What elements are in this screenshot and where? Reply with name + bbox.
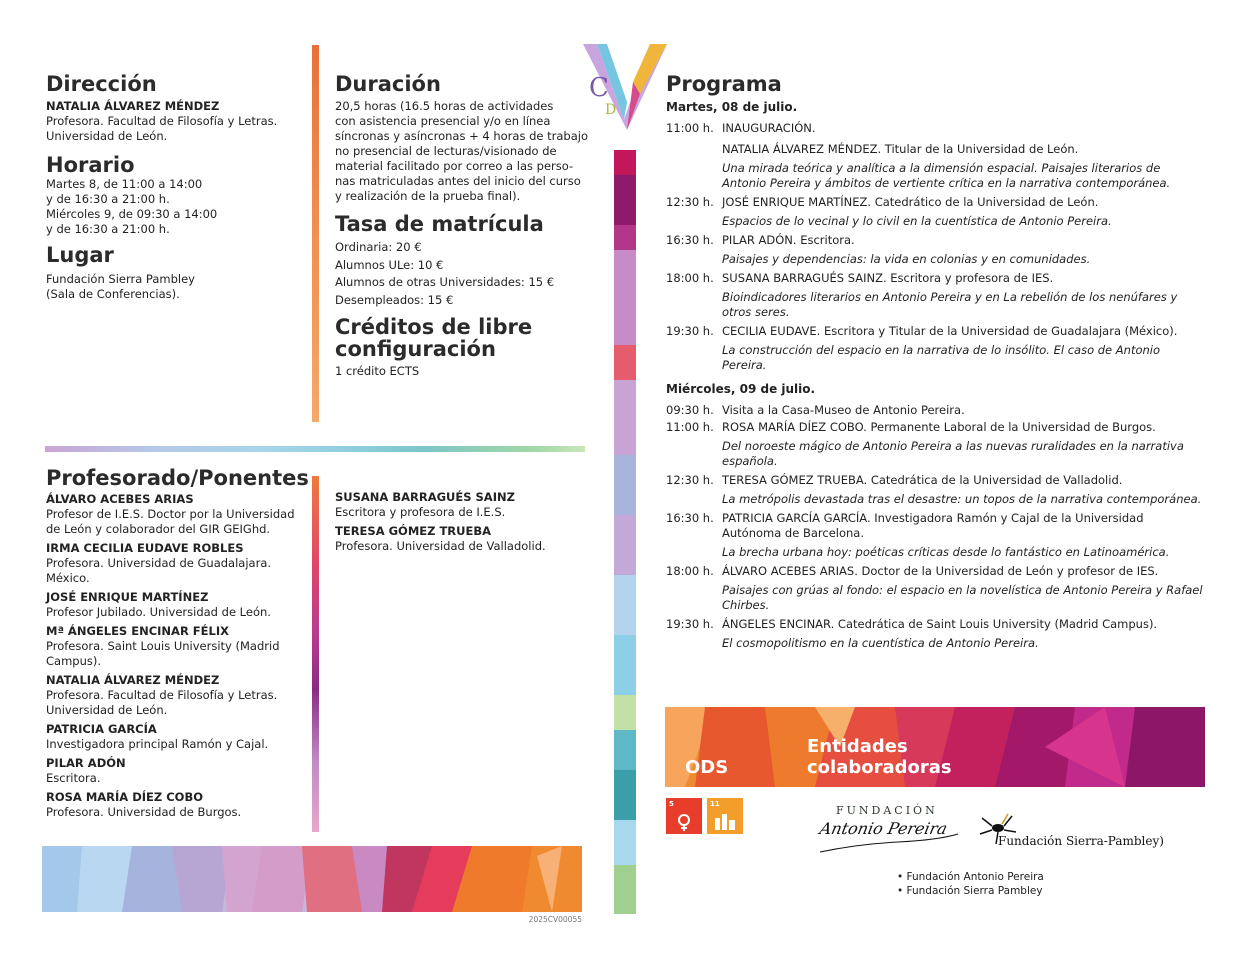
- direccion-section: [46, 73, 306, 144]
- direccion-line: Universidad de León.: [46, 129, 168, 143]
- program-talk: Bioindicadores literarios en Antonio Pereira y en La rebelión de los nenúfares y otros seres.: [722, 290, 1178, 319]
- program-time: 19:30 h.: [666, 324, 714, 338]
- colaborador-name: Fundación Antonio Pereira: [906, 871, 1044, 883]
- ponente-desc: Profesor de I.E.S. Doctor por la Universidad: [46, 507, 295, 521]
- program-talk: Del noroeste mágico de Antonio Pereira a las nuevas ruralidades en la narrativa española.: [722, 439, 1184, 468]
- ponente-desc: Profesora. Universidad de Guadalajara.: [46, 556, 272, 570]
- ponente-entry: [335, 524, 595, 554]
- direccion-heading: Dirección: [46, 72, 157, 96]
- decorative-central-mosaic-bar: [614, 150, 636, 914]
- creditos-heading-2: configuración: [335, 337, 496, 361]
- program-time: 12:30 h.: [666, 473, 714, 487]
- program-entry: [666, 324, 1206, 373]
- horario-line: Miércoles 9, de 09:30 a 14:00: [46, 207, 218, 221]
- tasa-line: Ordinaria: 20 €: [335, 240, 422, 254]
- ponente-desc: Campus).: [46, 654, 102, 668]
- program-text: ROSA MARÍA DÍEZ COBO. Permanente Laboral de la Universidad de Burgos.: [722, 420, 1156, 434]
- ponente-name: IRMA CECILIA EUDAVE ROBLES: [46, 541, 244, 555]
- ponente-desc: Escritora.: [46, 771, 101, 785]
- creditos-line: 1 crédito ECTS: [335, 364, 420, 378]
- program-talk: Espacios de lo vecinal y lo civil en la cuentística de Antonio Pereira.: [722, 214, 1112, 228]
- entidades-banner: [665, 707, 1205, 787]
- program-entry: [666, 271, 1206, 320]
- ods-label: ODS: [685, 757, 729, 778]
- ponente-name: PILAR ADÓN: [46, 756, 126, 770]
- creditos-section: [335, 316, 595, 379]
- tasa-line: Desempleados: 15 €: [335, 292, 454, 307]
- footer-code: 2025CV00055: [528, 915, 582, 924]
- ponente-desc: Profesora. Saint Louis University (Madrid: [46, 639, 280, 653]
- program-entry: [666, 511, 1206, 560]
- program-text: ÁLVARO ACEBES ARIAS. Doctor de la Universidad de León y profesor de IES.: [722, 564, 1159, 578]
- ponente-name: PATRICIA GARCÍA: [46, 722, 157, 736]
- program-entry: [666, 195, 1206, 229]
- program-entry: [666, 121, 1206, 191]
- ponente-entry: [46, 722, 311, 752]
- day-heading: Miércoles, 09 de julio.: [666, 382, 816, 396]
- program-talk: La metrópolis devastada tras el desastre: un topos de la narrativa contemporánea.: [722, 492, 1202, 506]
- duracion-line: 20,5 horas (16.5 horas de actividades: [335, 99, 554, 113]
- program-talk: El cosmopolitismo en la cuentística de Antonio Pereira.: [722, 636, 1039, 650]
- program-entry: [666, 233, 1206, 267]
- duracion-line: no presencial de lecturas/visionado de: [335, 144, 557, 158]
- lugar-line: Fundación Sierra Pambley: [46, 272, 195, 286]
- program-text: SUSANA BARRAGUÉS SAINZ. Escritora y profesora de IES.: [722, 271, 1054, 285]
- program-extra: NATALIA ÁLVAREZ MÉNDEZ. Titular de la Universidad de León.: [722, 142, 1079, 156]
- ponente-desc: Investigadora principal Ramón y Cajal.: [46, 737, 269, 751]
- lugar-heading: Lugar: [46, 243, 114, 267]
- program-text: ÁNGELES ENCINAR. Catedrática de Saint Louis University (Madrid Campus).: [722, 617, 1158, 631]
- sierra-pambley-label: Fundación Sierra-Pambley): [998, 834, 1164, 848]
- ponente-desc: Profesora. Universidad de Valladolid.: [335, 539, 546, 553]
- profesorado-heading: Profesorado/Ponentes: [46, 466, 309, 490]
- colaboradoras-label: colaboradoras: [807, 757, 952, 778]
- program-time: 16:30 h.: [666, 511, 714, 525]
- ponente-desc: Universidad de León.: [46, 703, 168, 717]
- duracion-line: nas matriculadas antes del inicio del curso: [335, 174, 581, 188]
- ponente-entry: [335, 490, 595, 520]
- ponente-name: ROSA MARÍA DÍEZ COBO: [46, 790, 203, 804]
- direccion-line: Profesora. Facultad de Filosofía y Letras.: [46, 114, 278, 128]
- program-entry: [666, 403, 1206, 418]
- horario-heading: Horario: [46, 153, 135, 177]
- direccion-name: NATALIA ÁLVAREZ MÉNDEZ: [46, 99, 220, 113]
- program-time: 09:30 h.: [666, 403, 714, 417]
- colaboradores-list: [897, 870, 1147, 898]
- ponente-desc: Profesora. Facultad de Filosofía y Letras.: [46, 688, 278, 702]
- programa-heading: Programa: [666, 72, 782, 96]
- ponente-desc: de León y colaborador del GIR GEIGhd.: [46, 522, 271, 536]
- svg-text:C: C: [589, 73, 609, 103]
- ponente-name: SUSANA BARRAGUÉS SAINZ: [335, 490, 515, 504]
- lugar-section: [46, 244, 306, 302]
- program-time: 12:30 h.: [666, 195, 714, 209]
- horario-line: y de 16:30 a 21:00 h.: [46, 192, 170, 206]
- duracion-line: con asistencia presencial y/o en línea: [335, 114, 551, 128]
- sdg-11-icon: [707, 798, 743, 834]
- duracion-heading: Duración: [335, 72, 441, 96]
- program-talk: Paisajes con grúas al fondo: el espacio en la novelística de Antonio Pereira y Rafael Chirbes.: [722, 583, 1203, 612]
- ponente-entry: [46, 756, 311, 786]
- fundacion-sierra-pambley-logo: [978, 812, 1164, 852]
- fundacion-antonio-pereira-logo: [818, 804, 963, 858]
- ponente-entry: [46, 590, 311, 620]
- program-text: PATRICIA GARCÍA GARCÍA. Investigadora Ramón y Cajal de la Universidad Autónoma de Barcelona.: [722, 511, 1144, 540]
- profesorado-right: [335, 490, 595, 558]
- duracion-line: material facilitado por correo a las perso-: [335, 159, 574, 173]
- colaborador-item: • Fundación Antonio Pereira: [897, 871, 1044, 883]
- ponente-name: NATALIA ÁLVAREZ MÉNDEZ: [46, 673, 220, 687]
- decorative-mosaic-band: [42, 846, 582, 912]
- colaborador-name: Fundación Sierra Pambley: [906, 885, 1043, 897]
- ponente-name: ÁLVARO ACEBES ARIAS: [46, 492, 194, 506]
- program-time: 16:30 h.: [666, 233, 714, 247]
- decorative-vertical-bar-1: [312, 45, 319, 422]
- program-entry: [666, 420, 1206, 469]
- program-time: 11:00 h.: [666, 121, 714, 135]
- tasa-line: Alumnos ULe: 10 €: [335, 257, 444, 272]
- tasa-line: Alumnos de otras Universidades: 15 €: [335, 275, 555, 289]
- sdg-5-icon: [666, 798, 702, 834]
- ponente-entry: [46, 492, 311, 537]
- program-time: 18:00 h.: [666, 271, 714, 285]
- ponente-name: JOSÉ ENRIQUE MARTÍNEZ: [46, 590, 209, 604]
- horario-section: [46, 154, 306, 237]
- decorative-vertical-bar-2: [312, 476, 319, 832]
- colaborador-item: • Fundación Sierra Pambley: [897, 885, 1043, 897]
- svg-text:D: D: [605, 102, 617, 118]
- program-entry: [666, 564, 1206, 613]
- programa-section: [666, 73, 1206, 655]
- program-time: 11:00 h.: [666, 420, 714, 434]
- program-text: INAUGURACIÓN.: [722, 121, 816, 135]
- horario-line: y de 16:30 a 21:00 h.: [46, 222, 170, 236]
- program-entry: [666, 617, 1206, 651]
- duracion-line: y realización de la prueba final).: [335, 189, 521, 203]
- sdg-number: 5: [669, 800, 674, 808]
- fundacion-label: FUNDACIÓN: [836, 804, 938, 817]
- ponente-entry: [46, 624, 311, 669]
- program-text: PILAR ADÓN. Escritora.: [722, 233, 855, 247]
- day-heading: Martes, 08 de julio.: [666, 100, 798, 114]
- program-talk: La construcción del espacio en la narrativa de lo insólito. El caso de Antonio Pereira.: [722, 343, 1161, 372]
- ponente-entry: [46, 790, 311, 820]
- ponente-desc: Profesor Jubilado. Universidad de León.: [46, 605, 271, 619]
- sdg-number: 11: [710, 800, 720, 808]
- ponente-entry: [46, 541, 311, 586]
- ponente-name: TERESA GÓMEZ TRUEBA: [335, 524, 492, 538]
- program-time: 19:30 h.: [666, 617, 714, 631]
- program-text: TERESA GÓMEZ TRUEBA. Catedrática de la Universidad de Valladolid.: [722, 473, 1123, 487]
- program-time: 18:00 h.: [666, 564, 714, 578]
- duracion-line: síncronas y asíncronas + 4 horas de trabajo: [335, 129, 588, 143]
- fundacion-signature: Antonio Pereira: [817, 819, 950, 838]
- ponente-desc: México.: [46, 571, 90, 585]
- horario-line: Martes 8, de 11:00 a 14:00: [46, 177, 203, 191]
- program-talk: Paisajes y dependencias: la vida en colonias y en comunidades.: [722, 252, 1091, 266]
- duracion-section: [335, 73, 595, 204]
- creditos-heading: Créditos de libre: [335, 315, 533, 339]
- program-talk: Una mirada teórica y analítica a la dimensión espacial. Paisajes literarios de Antonio Pereira y ámbitos de vertiente crítica en la narrativa contemporánea.: [722, 161, 1171, 190]
- program-talk: La brecha urbana hoy: poéticas críticas desde lo fantástico en Latinoamérica.: [722, 545, 1170, 559]
- ponente-name: Mª ÁNGELES ENCINAR FÉLIX: [46, 624, 229, 638]
- program-entry: [666, 473, 1206, 507]
- ponente-entry: [46, 673, 311, 718]
- ponente-desc: Profesora. Universidad de Burgos.: [46, 805, 242, 819]
- tasa-section: [335, 213, 595, 309]
- program-text: Visita a la Casa-Museo de Antonio Pereira.: [722, 403, 965, 417]
- lugar-line: (Sala de Conferencias).: [46, 287, 180, 301]
- program-text: JOSÉ ENRIQUE MARTÍNEZ. Catedrático de la Universidad de León.: [722, 195, 1099, 209]
- ponente-desc: Escritora y profesora de I.E.S.: [335, 505, 506, 519]
- entidades-label: Entidades: [807, 736, 908, 757]
- profesorado-section: [46, 467, 311, 824]
- decorative-horizontal-bar: [45, 446, 585, 452]
- cdv-logo: [583, 42, 669, 132]
- tasa-heading: Tasa de matrícula: [335, 212, 544, 236]
- program-text: CECILIA EUDAVE. Escritora y Titular de la Universidad de Guadalajara (México).: [722, 324, 1178, 338]
